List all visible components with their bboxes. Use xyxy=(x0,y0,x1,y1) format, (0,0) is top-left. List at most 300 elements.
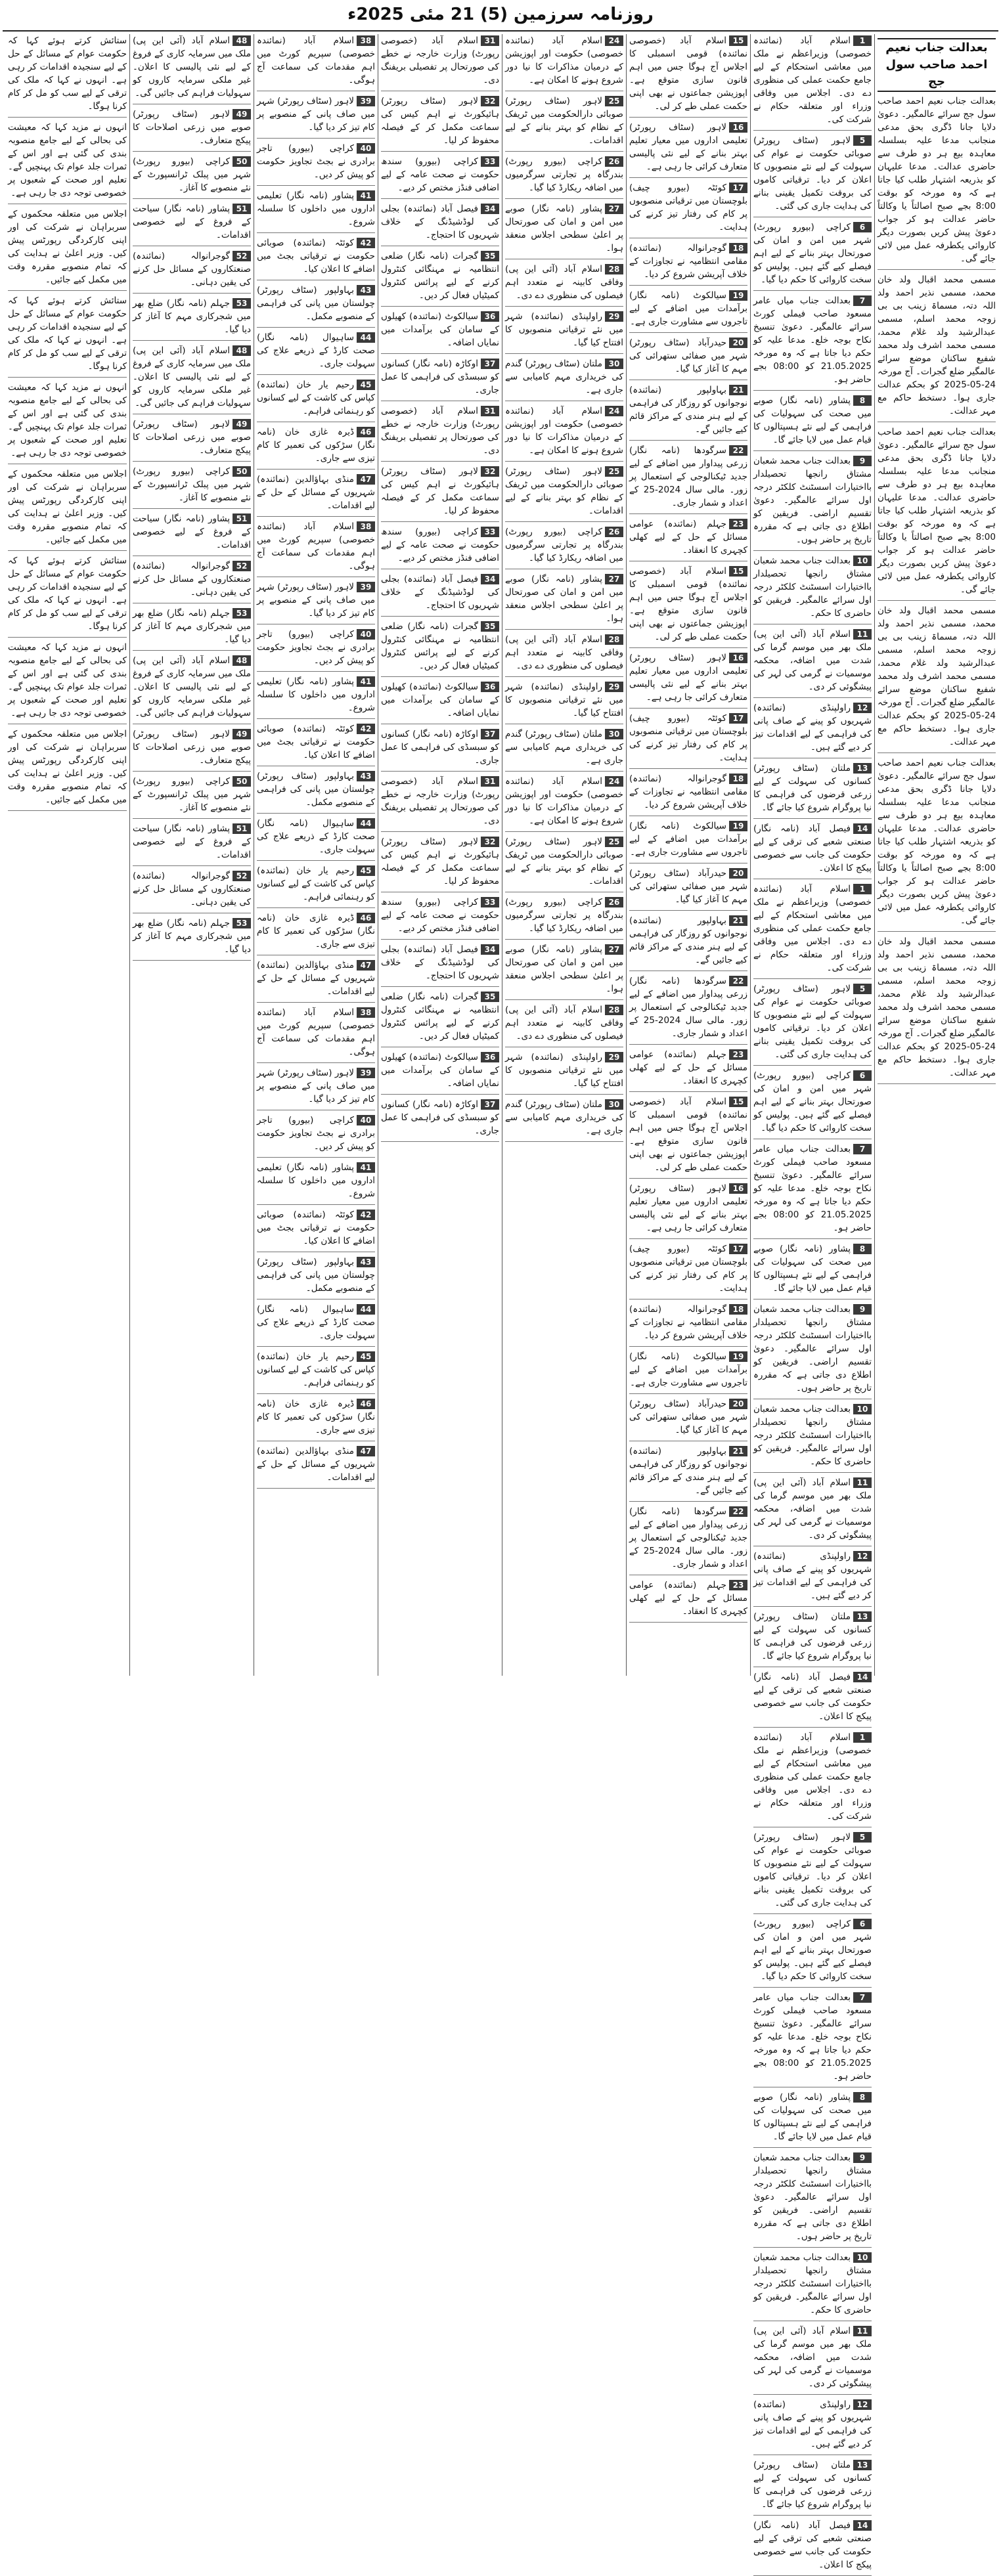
news-item xyxy=(505,1051,623,1090)
item-number-badge: 1 xyxy=(853,1732,872,1743)
item-text: راولپنڈی (نمائندہ) شہریوں کو پینے کے صاف پانی کی فراہمی کے لیے اقدامات تیز کر دیے گئے ہیں۔ xyxy=(753,2399,872,2449)
item-text: لاہور (سٹاف رپورٹر) صوبے میں زرعی اصلاحات کا پیکج متعارف۔ xyxy=(133,109,251,146)
item-number-badge: 18 xyxy=(729,243,747,253)
item-text: کراچی (بیورو) تاجر برادری نے بجٹ تجاویز حکومت کو پیش کر دیں۔ xyxy=(257,1115,375,1152)
item-number-badge: 29 xyxy=(605,1052,623,1062)
news-item xyxy=(505,775,623,827)
item-text: اسلام آباد (نمائندہ خصوصی) حکومت اور اپوزیشن کے درمیان مذاکرات کا نیا دور شروع ہونے کا امکان ہے۔ xyxy=(505,35,623,85)
item-text: بعدالت جناب محمد شعبان مشتاق رانجھا تحصیلدار بااختیارات اسسٹنٹ کلکٹر درجہ اول سرائے عالمگیر۔ فریقین کو حاضری کا حکم۔ xyxy=(753,1404,872,1467)
news-item xyxy=(381,896,499,935)
news-item xyxy=(133,512,251,552)
item-number-badge: 45 xyxy=(357,865,375,876)
item-separator xyxy=(753,550,872,551)
item-number-badge: 23 xyxy=(729,1580,747,1590)
news-item xyxy=(753,1731,872,1823)
item-text: اجلاس میں متعلقہ محکموں کے سربراہان نے شرکت کی اور اپنی کارکردگی رپورٹس پیش کیں۔ وزیر اعلیٰ نے ہدایت کی کہ تمام منصوبے مقررہ وقت میں مکمل کیے جائیں۔ xyxy=(8,469,127,545)
item-text: اسلام آباد (آئی این پی) ملک بھر میں موسم گرما کی شدت میں اضافہ، محکمہ موسمیات نے گرمی کی لہر کی پیشگوئی کر دی۔ xyxy=(753,629,872,692)
item-text: اوکاڑہ (نامہ نگار) کسانوں کو سبسڈی کی فراہمی کا عمل جاری۔ xyxy=(381,359,499,395)
item-text: بعدالت جناب نعیم احمد صاحب سول جج سرائے عالمگیر۔ دعویٰ دلایا جانا ڈگری بحق مدعی منجانب مدعا علیہ بسلسلہ معاہدہ بیع ہر دو طرف سے حاضری عدالت۔ مدعا علیہان کو بذریعہ اشتہار طلب کیا جاتا ہے کہ وہ مورخہ کو بوقت 8:00 بجے صبح اصالتاً یا وکالتاً حاضر عدالت ہو کر جواب دعویٰ پیش کریں بصورت دیگر کاروائی یکطرفہ عمل میں لائی جائے گی۔ xyxy=(878,758,996,926)
item-number-badge: 17 xyxy=(729,1244,747,1254)
item-text: رحیم یار خان (نمائندہ) کپاس کی کاشت کے لیے کسانوں کو رہنمائی فراہم۔ xyxy=(257,1351,375,1388)
item-number-badge: 34 xyxy=(481,204,499,214)
item-text: اسلام آباد (نمائندہ خصوصی) حکومت اور اپوزیشن کے درمیان مذاکرات کا نیا دور شروع ہونے کا امکان ہے۔ xyxy=(505,776,623,826)
item-text: انہوں نے مزید کہا کہ معیشت کی بحالی کے لیے جامع منصوبہ بندی کی گئی ہے اور اس کے ثمرات جلد عوام تک پہنچیں گے۔ تعلیم اور صحت کے شعبوں پر خصوصی توجہ دی جا رہی ہے۔ xyxy=(8,122,127,198)
news-item xyxy=(381,728,499,767)
news-item xyxy=(753,982,872,1061)
item-separator xyxy=(505,1141,623,1142)
item-separator xyxy=(753,130,872,131)
news-item xyxy=(257,34,375,87)
item-number-badge: 14 xyxy=(853,1672,872,1682)
news-item xyxy=(381,680,499,720)
news-item xyxy=(257,770,375,809)
news-item xyxy=(8,468,127,546)
item-text: سیالکوٹ (نمائندہ) کھیلوں کے سامان کی برآمدات میں نمایاں اضافہ۔ xyxy=(381,1052,499,1089)
item-text: اسلام آباد (آئی این پی) ملک میں سرمایہ کاری کے فروغ کے لیے نئی پالیسی کا اعلان۔ غیر ملکی سرمایہ کاروں کو سہولیات فراہم کی جائیں گی۔ xyxy=(133,345,251,408)
item-number-badge: 43 xyxy=(357,285,375,295)
item-text: پشاور (نامہ نگار) صوبے میں صحت کی سہولیات کی فراہمی کے لیے نئے ہسپتالوں کا قیام عمل میں لایا جائے گا۔ xyxy=(753,1244,872,1294)
item-number-badge: 32 xyxy=(481,837,499,847)
column-8 xyxy=(5,34,129,1676)
item-separator xyxy=(8,550,127,551)
news-item xyxy=(753,1403,872,1468)
item-text: اسلام آباد (نمائندہ خصوصی) سپریم کورٹ میں اہم مقدمات کی سماعت آج ہوگی۔ xyxy=(257,35,375,85)
item-text: پشاور (نامہ نگار) صوبے میں امن و امان کی صورتحال پر اعلیٰ سطحی اجلاس منعقد ہوا۔ xyxy=(505,944,623,994)
item-separator xyxy=(629,1501,747,1502)
item-text: ڈیرہ غازی خان (نامہ نگار) سڑکوں کی تعمیر کا کام تیزی سے جاری۔ xyxy=(257,913,375,950)
item-text: اجلاس میں متعلقہ محکموں کے سربراہان نے شرکت کی اور اپنی کارکردگی رپورٹس پیش کیں۔ وزیر اعلیٰ نے ہدایت کی کہ تمام منصوبے مقررہ وقت میں مکمل کیے جائیں۔ xyxy=(8,209,127,285)
item-text: حیدرآباد (سٹاف رپورٹر) شہر میں صفائی ستھرائی کی مہم کا آغاز کیا گیا۔ xyxy=(629,338,747,374)
news-item xyxy=(753,762,872,814)
masthead-rule xyxy=(3,30,998,32)
item-text: مسمی محمد اقبال ولد خان محمد، مسمی نذیر احمد ولد اللہ دتہ، مسماۃ زینب بی بی زوجہ محمد اسلم، مسمی عبدالرشید ولد غلام محمد، مسمی محمد اشرف ولد محمد شفیع ساکنان موضع سرائے عالمگیر ضلع گجرات۔ آج مورخہ 24-05-2025 کو بحکم عدالت جاری ہوا۔ دستخط حاکم مع مہر عدالت۔ xyxy=(878,274,996,416)
item-number-badge: 39 xyxy=(357,582,375,592)
item-separator xyxy=(133,461,251,462)
news-item xyxy=(257,1066,375,1106)
item-number-badge: 38 xyxy=(357,1007,375,1018)
item-separator xyxy=(133,865,251,866)
item-number-badge: 39 xyxy=(357,96,375,106)
item-number-badge: 28 xyxy=(605,634,623,645)
item-number-badge: 9 xyxy=(853,2152,872,2163)
item-text: کوئٹہ (نمائندہ) صوبائی حکومت نے ترقیاتی بجٹ میں اضافے کا اعلان کیا۔ xyxy=(257,724,375,760)
news-item xyxy=(133,418,251,457)
item-text: اسلام آباد (خصوصی نمائندہ) قومی اسمبلی کا اجلاس آج ہوگا جس میں اہم قانون سازی متوقع ہے۔ اپوزیشن جماعتوں نے بھی اپنی حکمت عملی طے کر لی۔ xyxy=(629,35,747,112)
item-separator xyxy=(133,151,251,152)
item-number-badge: 49 xyxy=(233,419,251,429)
news-item xyxy=(257,142,375,181)
news-item xyxy=(257,426,375,465)
item-number-badge: 42 xyxy=(357,238,375,248)
item-text: اسلام آباد (نمائندہ خصوصی) حکومت اور اپوزیشن کے درمیان مذاکرات کا نیا دور شروع ہونے کا امکان ہے۔ xyxy=(505,406,623,456)
news-item xyxy=(629,772,747,812)
item-separator xyxy=(257,1346,375,1347)
item-separator xyxy=(753,1606,872,1607)
news-item xyxy=(753,34,872,126)
news-item xyxy=(629,289,747,328)
news-item xyxy=(629,383,747,436)
news-item xyxy=(753,134,872,213)
item-text: لاہور (سٹاف رپورٹر) صوبائی دارالحکومت میں ٹریفک کے نظام کو بہتر بنانے کے لیے اقدامات۔ xyxy=(505,837,623,886)
item-separator xyxy=(257,138,375,139)
news-item xyxy=(505,573,623,625)
item-separator xyxy=(629,285,747,286)
news-item xyxy=(505,680,623,720)
item-text: ڈیرہ غازی خان (نامہ نگار) سڑکوں کی تعمیر کا کام تیزی سے جاری۔ xyxy=(257,427,375,464)
item-text: سیالکوٹ (نامہ نگار) برآمدات میں اضافے کے لیے تاجروں سے مشاورت جاری ہے۔ xyxy=(629,821,747,858)
item-separator xyxy=(753,2147,872,2148)
item-text: فیصل آباد (نمائندہ) بجلی کی لوڈشیڈنگ کے خلاف شہریوں کا احتجاج۔ xyxy=(381,204,499,240)
item-number-badge: 24 xyxy=(605,776,623,787)
item-text: مسمی محمد اقبال ولد خان محمد، مسمی نذیر احمد ولد اللہ دتہ، مسماۃ زینب بی بی زوجہ محمد اسلم، مسمی عبدالرشید ولد غلام محمد، مسمی محمد اشرف ولد محمد شفیع ساکنان موضع سرائے عالمگیر ضلع گجرات۔ آج مورخہ 24-05-2025 کو بحکم عدالت جاری ہوا۔ دستخط حاکم مع مہر عدالت۔ xyxy=(878,605,996,747)
item-separator xyxy=(381,306,499,307)
item-separator xyxy=(133,340,251,341)
item-number-badge: 45 xyxy=(357,1351,375,1362)
item-number-badge: 44 xyxy=(357,332,375,343)
item-text: ملتان (سٹاف رپورٹر) کسانوں کی سہولت کے لیے زرعی قرضوں کی فراہمی کا نیا پروگرام شروع کیا جائے گا۔ xyxy=(753,2460,872,2510)
item-number-badge: 41 xyxy=(357,190,375,201)
item-text: سیالکوٹ (نمائندہ) کھیلوں کے سامان کی برآمدات میں نمایاں اضافہ۔ xyxy=(381,311,499,348)
item-text: پشاور (نامہ نگار) تعلیمی اداروں میں داخلوں کا سلسلہ شروع۔ xyxy=(257,676,375,713)
news-item xyxy=(133,202,251,242)
item-number-badge: 5 xyxy=(853,984,872,994)
column-5 xyxy=(378,34,502,1676)
item-text: منڈی بہاؤالدین (نمائندہ) شہریوں کے مسائل کے حل کے لیے اقدامات۔ xyxy=(257,960,375,997)
item-number-badge: 22 xyxy=(729,445,747,456)
item-separator xyxy=(505,521,623,522)
item-separator xyxy=(381,1141,499,1142)
item-separator xyxy=(505,151,623,152)
item-separator xyxy=(381,353,499,354)
item-text: راولپنڈی (نمائندہ) شہر میں نئے ترقیاتی منصوبوں کا افتتاح کیا گیا۔ xyxy=(505,311,623,348)
item-text: بعدالت جناب نعیم احمد صاحب سول جج سرائے عالمگیر۔ دعویٰ دلایا جانا ڈگری بحق مدعی منجانب مدعا علیہ بسلسلہ معاہدہ بیع ہر دو طرف سے حاضری عدالت۔ مدعا علیہان کو بذریعہ اشتہار طلب کیا جاتا ہے کہ وہ مورخہ کو بوقت 8:00 بجے صبح اصالتاً یا وکالتاً حاضر عدالت ہو کر جواب دعویٰ پیش کریں بصورت دیگر کاروائی یکطرفہ عمل میں لائی جائے گی۔ xyxy=(878,427,996,595)
item-text: ملتان (سٹاف رپورٹر) کسانوں کی سہولت کے لیے زرعی قرضوں کی فراہمی کا نیا پروگرام شروع کیا جائے گا۔ xyxy=(753,1611,872,1661)
item-text: ساہیوال (نامہ نگار) صحت کارڈ کے ذریعے علاج کی سہولت جاری۔ xyxy=(257,332,375,369)
news-item xyxy=(753,2325,872,2390)
item-separator xyxy=(505,999,623,1000)
item-separator xyxy=(753,2394,872,2395)
item-separator xyxy=(629,1393,747,1394)
item-number-badge: 1 xyxy=(853,35,872,46)
item-separator xyxy=(629,1346,747,1347)
news-item xyxy=(505,728,623,767)
news-item xyxy=(257,284,375,323)
column-2 xyxy=(750,34,874,2570)
item-number-badge: 50 xyxy=(233,466,251,477)
news-item xyxy=(133,250,251,289)
news-item xyxy=(381,465,499,517)
item-number-badge: 27 xyxy=(605,944,623,955)
item-text: مسمی محمد اقبال ولد خان محمد، مسمی نذیر احمد ولد اللہ دتہ، مسماۃ زینب بی بی زوجہ محمد اسلم، مسمی عبدالرشید ولد غلام محمد، مسمی محمد اشرف ولد محمد شفیع ساکنان موضع سرائے عالمگیر ضلع گجرات۔ آج مورخہ 24-05-2025 کو بحکم عدالت جاری ہوا۔ دستخط حاکم مع مہر عدالت۔ xyxy=(878,936,996,1078)
item-number-badge: 19 xyxy=(729,1351,747,1362)
item-text: راولپنڈی (نمائندہ) شہر میں نئے ترقیاتی منصوبوں کا افتتاح کیا گیا۔ xyxy=(505,682,623,718)
item-text: کوئٹہ (بیورو چیف) بلوچستان میں ترقیاتی منصوبوں پر کام کی رفتار تیز کرنے کی ہدایت۔ xyxy=(629,183,747,232)
news-item xyxy=(753,822,872,875)
item-number-badge: 43 xyxy=(357,1257,375,1267)
item-text: منڈی بہاؤالدین (نمائندہ) شہریوں کے مسائل کے حل کے لیے اقدامات۔ xyxy=(257,474,375,511)
item-number-badge: 11 xyxy=(853,629,872,640)
news-item xyxy=(753,1476,872,1542)
item-number-badge: 14 xyxy=(853,2520,872,2531)
item-text: اوکاڑہ (نامہ نگار) کسانوں کو سبسڈی کی فراہمی کا عمل جاری۔ xyxy=(381,1099,499,1136)
item-separator xyxy=(753,290,872,291)
item-text: اسلام آباد (نمائندہ خصوصی) سپریم کورٹ میں اہم مقدمات کی سماعت آج ہوگی۔ xyxy=(257,521,375,571)
item-number-badge: 17 xyxy=(729,183,747,193)
item-separator xyxy=(505,939,623,940)
item-separator xyxy=(753,1913,872,1914)
item-separator xyxy=(878,1083,996,1084)
item-separator xyxy=(505,198,623,199)
column-4 xyxy=(502,34,626,1676)
item-number-badge: 32 xyxy=(481,96,499,106)
item-separator xyxy=(878,600,996,601)
item-number-badge: 48 xyxy=(233,655,251,666)
news-item xyxy=(753,1242,872,1295)
item-separator xyxy=(381,1094,499,1095)
item-number-badge: 6 xyxy=(853,222,872,232)
item-separator xyxy=(133,293,251,294)
item-number-badge: 18 xyxy=(729,774,747,784)
news-item xyxy=(381,202,499,242)
news-item xyxy=(505,465,623,517)
item-number-badge: 20 xyxy=(729,868,747,879)
item-number-badge: 8 xyxy=(853,2092,872,2103)
news-item xyxy=(878,604,996,749)
item-text: جہلم (نمائندہ) عوامی مسائل کے حل کے لیے کھلی کچہری کا انعقاد۔ xyxy=(629,519,747,556)
item-number-badge: 46 xyxy=(357,427,375,437)
item-number-badge: 53 xyxy=(233,608,251,619)
item-number-badge: 30 xyxy=(605,359,623,369)
column-headline: بعدالت جناب نعیم احمد صاحب سول جج xyxy=(878,38,996,92)
item-number-badge: 44 xyxy=(357,818,375,829)
item-number-badge: 31 xyxy=(481,35,499,46)
item-separator xyxy=(381,521,499,522)
news-item xyxy=(257,817,375,856)
item-number-badge: 48 xyxy=(233,345,251,356)
item-number-badge: 31 xyxy=(481,406,499,416)
news-item xyxy=(257,1161,375,1200)
news-item xyxy=(257,911,375,951)
item-text: گوجرانوالہ (نمائندہ) صنعتکاروں کے مسائل حل کرنے کی یقین دہانی۔ xyxy=(133,871,251,907)
item-number-badge: 40 xyxy=(357,143,375,154)
item-separator xyxy=(381,831,499,832)
item-number-badge: 36 xyxy=(481,311,499,322)
news-item xyxy=(753,628,872,693)
item-separator xyxy=(133,818,251,819)
item-number-badge: 28 xyxy=(605,1005,623,1015)
item-separator xyxy=(753,450,872,451)
news-item xyxy=(133,869,251,909)
news-item xyxy=(381,525,499,565)
item-separator xyxy=(257,860,375,861)
item-separator xyxy=(629,177,747,178)
item-text: راولپنڈی (نمائندہ) شہریوں کو پینے کے صاف پانی کی فراہمی کے لیے اقدامات تیز کر دیے گئے ہیں۔ xyxy=(753,703,872,753)
item-number-badge: 16 xyxy=(729,1183,747,1194)
news-item xyxy=(257,520,375,573)
item-number-badge: 38 xyxy=(357,35,375,46)
item-number-badge: 34 xyxy=(481,574,499,584)
item-separator xyxy=(753,697,872,698)
item-number-badge: 26 xyxy=(605,897,623,907)
item-separator xyxy=(257,1157,375,1158)
news-item xyxy=(8,294,127,373)
news-item xyxy=(505,95,623,147)
item-text: حیدرآباد (سٹاف رپورٹر) شہر میں صفائی ستھرائی کی مہم کا آغاز کیا گیا۔ xyxy=(629,1399,747,1435)
item-separator xyxy=(133,771,251,772)
news-item xyxy=(505,1003,623,1043)
item-separator xyxy=(505,353,623,354)
item-text: اسلام آباد (نمائندہ خصوصی) وزیراعظم نے ملک میں معاشی استحکام کے لیے جامع حکمت عملی کی منظوری دے دی۔ اجلاس میں وفاقی وزراء اور متعلقہ حکام نے شرکت کی۔ xyxy=(753,35,872,125)
news-item xyxy=(381,155,499,194)
news-item xyxy=(753,701,872,754)
item-text: اسلام آباد (خصوصی نمائندہ) قومی اسمبلی کا اجلاس آج ہوگا جس میں اہم قانون سازی متوقع ہے۔ اپوزیشن جماعتوں نے بھی اپنی حکمت عملی طے کر لی۔ xyxy=(629,1097,747,1173)
item-text: کراچی (بیورو رپورٹ) شہر میں امن و امان کی صورتحال بہتر بنانے کے لیے اہم فیصلے کیے گئے ہیں۔ پولیس کو سخت کاروائی کا حکم دیا گیا۔ xyxy=(753,222,872,285)
news-item xyxy=(133,607,251,646)
item-separator xyxy=(629,1091,747,1092)
item-number-badge: 20 xyxy=(729,338,747,348)
news-item xyxy=(133,728,251,767)
news-item xyxy=(505,896,623,935)
news-item xyxy=(257,1255,375,1295)
item-text: گوجرانوالہ (نمائندہ) مقامی انتظامیہ نے تجاوزات کے خلاف آپریشن شروع کر دیا۔ xyxy=(629,1304,747,1341)
news-item xyxy=(629,1048,747,1087)
item-number-badge: 19 xyxy=(729,821,747,831)
item-text: سرگودھا (نامہ نگار) زرعی پیداوار میں اضافے کے لیے جدید ٹیکنالوجی کے استعمال پر زور۔ مالی سال 2024-25 کے اعداد و شمار جاری۔ xyxy=(629,976,747,1039)
news-item xyxy=(753,1991,872,2083)
item-text: سیالکوٹ (نامہ نگار) برآمدات میں اضافے کے لیے تاجروں سے مشاورت جاری ہے۔ xyxy=(629,290,747,327)
news-item xyxy=(753,1550,872,1602)
item-number-badge: 43 xyxy=(357,771,375,781)
news-item xyxy=(629,34,747,113)
item-separator xyxy=(257,327,375,328)
item-separator xyxy=(8,117,127,118)
item-separator xyxy=(753,1065,872,1066)
news-item xyxy=(753,2519,872,2571)
item-separator xyxy=(629,910,747,911)
news-item xyxy=(133,559,251,599)
item-separator xyxy=(629,117,747,118)
item-text: ستائش کرتے ہوئے کہا کہ حکومت عوام کے مسائل کے حل کے لیے سنجیدہ اقدامات کر رہی ہے۔ انہوں نے کہا کہ ملک کی ترقی کے لیے سب کو مل کر کام کرنا ہوگا۔ xyxy=(8,295,127,372)
news-item xyxy=(8,381,127,460)
news-item xyxy=(629,444,747,510)
item-separator xyxy=(8,637,127,638)
news-item xyxy=(257,1114,375,1153)
news-item xyxy=(753,2458,872,2511)
item-text: اسلام آباد (آئی این پی) ملک بھر میں موسم گرما کی شدت میں اضافہ، محکمہ موسمیات نے گرمی کی لہر کی پیشگوئی کر دی۔ xyxy=(753,1477,872,1540)
item-separator xyxy=(629,1178,747,1179)
item-separator xyxy=(505,676,623,677)
column-7 xyxy=(129,34,254,1676)
item-number-badge: 9 xyxy=(853,456,872,466)
item-text: فیصل آباد (نمائندہ) بجلی کی لوڈشیڈنگ کے خلاف شہریوں کا احتجاج۔ xyxy=(381,944,499,981)
item-number-badge: 38 xyxy=(357,521,375,532)
item-number-badge: 29 xyxy=(605,682,623,692)
item-separator xyxy=(505,831,623,832)
news-item xyxy=(505,633,623,672)
news-item xyxy=(133,654,251,720)
item-number-badge: 49 xyxy=(233,729,251,739)
item-separator xyxy=(257,1002,375,1003)
item-text: اوکاڑہ (نامہ نگار) کسانوں کو سبسڈی کی فراہمی کا عمل جاری۔ xyxy=(381,729,499,766)
item-number-badge: 33 xyxy=(481,156,499,167)
item-separator xyxy=(257,232,375,233)
news-item xyxy=(257,722,375,762)
item-number-badge: 47 xyxy=(357,1446,375,1456)
item-text: لاہور (سٹاف رپورٹر) ہائیکورٹ نے اہم کیس کی سماعت مکمل کر کے فیصلہ محفوظ کر لیا۔ xyxy=(381,837,499,886)
item-text: انہوں نے مزید کہا کہ معیشت کی بحالی کے لیے جامع منصوبہ بندی کی گئی ہے اور اس کے ثمرات جلد عوام تک پہنچیں گے۔ تعلیم اور صحت کے شعبوں پر خصوصی توجہ دی جا رہی ہے۔ xyxy=(8,382,127,458)
news-item xyxy=(753,2398,872,2451)
item-number-badge: 25 xyxy=(605,96,623,106)
item-number-badge: 15 xyxy=(729,1097,747,1107)
item-text: کراچی (بیورو رپورٹ) شہر میں پبلک ٹرانسپورٹ کے نئے منصوبے کا آغاز۔ xyxy=(133,466,251,503)
news-item xyxy=(629,565,747,644)
item-number-badge: 1 xyxy=(853,884,872,894)
item-text: لاہور (سٹاف رپورٹر) شہر میں صاف پانی کے منصوبے پر کام تیز کر دیا گیا۔ xyxy=(257,1068,375,1104)
item-separator xyxy=(257,813,375,814)
item-text: گجرات (نامہ نگار) ضلعی انتظامیہ نے مہنگائی کنٹرول کرنے کے لیے پرائس کنٹرول کمیٹیاں فعال کر دیں۔ xyxy=(381,251,499,301)
item-separator xyxy=(257,516,375,517)
news-item xyxy=(8,207,127,286)
item-number-badge: 24 xyxy=(605,35,623,46)
item-text: کراچی (بیورو رپورٹ) شہر میں پبلک ٹرانسپورٹ کے نئے منصوبے کا آغاز۔ xyxy=(133,156,251,193)
item-number-badge: 51 xyxy=(233,204,251,214)
news-item xyxy=(629,1095,747,1174)
news-item xyxy=(753,2251,872,2317)
item-text: کوئٹہ (نمائندہ) صوبائی حکومت نے ترقیاتی بجٹ میں اضافے کا اعلان کیا۔ xyxy=(257,238,375,274)
item-text: ملتان (سٹاف رپورٹر) کسانوں کی سہولت کے لیے زرعی قرضوں کی فراہمی کا نیا پروگرام شروع کیا جائے گا۔ xyxy=(753,763,872,813)
item-text: لاہور (سٹاف رپورٹر) تعلیمی اداروں میں معیار تعلیم بہتر بنانے کے لیے نئی پالیسی متعارف کرائی جا رہی ہے۔ xyxy=(629,653,747,703)
news-item xyxy=(505,34,623,87)
item-text: لاہور (سٹاف رپورٹر) صوبائی حکومت نے عوام کی سہولت کے لیے نئے منصوبوں کا اعلان کر دیا۔ ترقیاتی کاموں کی بروقت تکمیل یقینی بنانے کی ہدایت جاری کی گئی۔ xyxy=(753,1832,872,1908)
item-number-badge: 35 xyxy=(481,621,499,632)
news-item xyxy=(133,465,251,504)
item-text: کراچی (بیورو رپورٹ) شہر میں امن و امان کی صورتحال بہتر بنانے کے لیے اہم فیصلے کیے گئے ہیں۔ پولیس کو سخت کاروائی کا حکم دیا گیا۔ xyxy=(753,1070,872,1133)
item-text: فیصل آباد (نمائندہ) بجلی کی لوڈشیڈنگ کے خلاف شہریوں کا احتجاج۔ xyxy=(381,574,499,611)
item-number-badge: 28 xyxy=(605,264,623,274)
item-separator xyxy=(753,2247,872,2248)
item-number-badge: 16 xyxy=(729,122,747,133)
news-item xyxy=(8,641,127,720)
news-item xyxy=(878,273,996,418)
item-text: بعدالت جناب محمد شعبان مشتاق رانجھا تحصیلدار بااختیارات اسسٹنٹ کلکٹر درجہ اول سرائے عالمگیر۔ دعویٰ تقسیم اراضی۔ فریقین کو اطلاع دی جاتی ہے کہ مقررہ تاریخ پر حاضر ہوں۔ xyxy=(753,456,872,545)
item-text: جہلم (نامہ نگار) ضلع بھر میں شجرکاری مہم کا آغاز کر دیا گیا۔ xyxy=(133,918,251,955)
news-item xyxy=(257,473,375,512)
news-item xyxy=(381,620,499,672)
item-number-badge: 21 xyxy=(729,915,747,926)
item-text: اسلام آباد (آئی این پی) ملک میں سرمایہ کاری کے فروغ کے لیے نئی پالیسی کا اعلان۔ غیر ملکی سرمایہ کاروں کو سہولیات فراہم کی جائیں گی۔ xyxy=(133,655,251,718)
item-separator xyxy=(8,290,127,291)
news-item xyxy=(629,336,747,376)
news-item xyxy=(257,331,375,370)
item-text: اسلام آباد (نمائندہ خصوصی) وزیراعظم نے ملک میں معاشی استحکام کے لیے جامع حکمت عملی کی منظوری دے دی۔ اجلاس میں وفاقی وزراء اور متعلقہ حکام نے شرکت کی۔ xyxy=(753,1732,872,1822)
item-separator xyxy=(753,2515,872,2516)
item-text: جہلم (نمائندہ) عوامی مسائل کے حل کے لیے کھلی کچہری کا انعقاد۔ xyxy=(629,1580,747,1617)
news-item xyxy=(753,1303,872,1395)
item-number-badge: 8 xyxy=(853,1244,872,1254)
news-item xyxy=(629,1182,747,1234)
news-item xyxy=(8,121,127,200)
item-number-badge: 13 xyxy=(853,2460,872,2470)
item-number-badge: 27 xyxy=(605,204,623,214)
item-number-badge: 30 xyxy=(605,1099,623,1110)
item-separator xyxy=(629,768,747,769)
item-separator xyxy=(133,508,251,509)
news-item xyxy=(629,121,747,173)
news-item xyxy=(381,357,499,397)
item-text: حیدرآباد (سٹاف رپورٹر) شہر میں صفائی ستھرائی کی مہم کا آغاز کیا گیا۔ xyxy=(629,868,747,905)
news-item xyxy=(381,310,499,349)
item-text: راولپنڈی (نمائندہ) شہر میں نئے ترقیاتی منصوبوں کا افتتاح کیا گیا۔ xyxy=(505,1052,623,1089)
